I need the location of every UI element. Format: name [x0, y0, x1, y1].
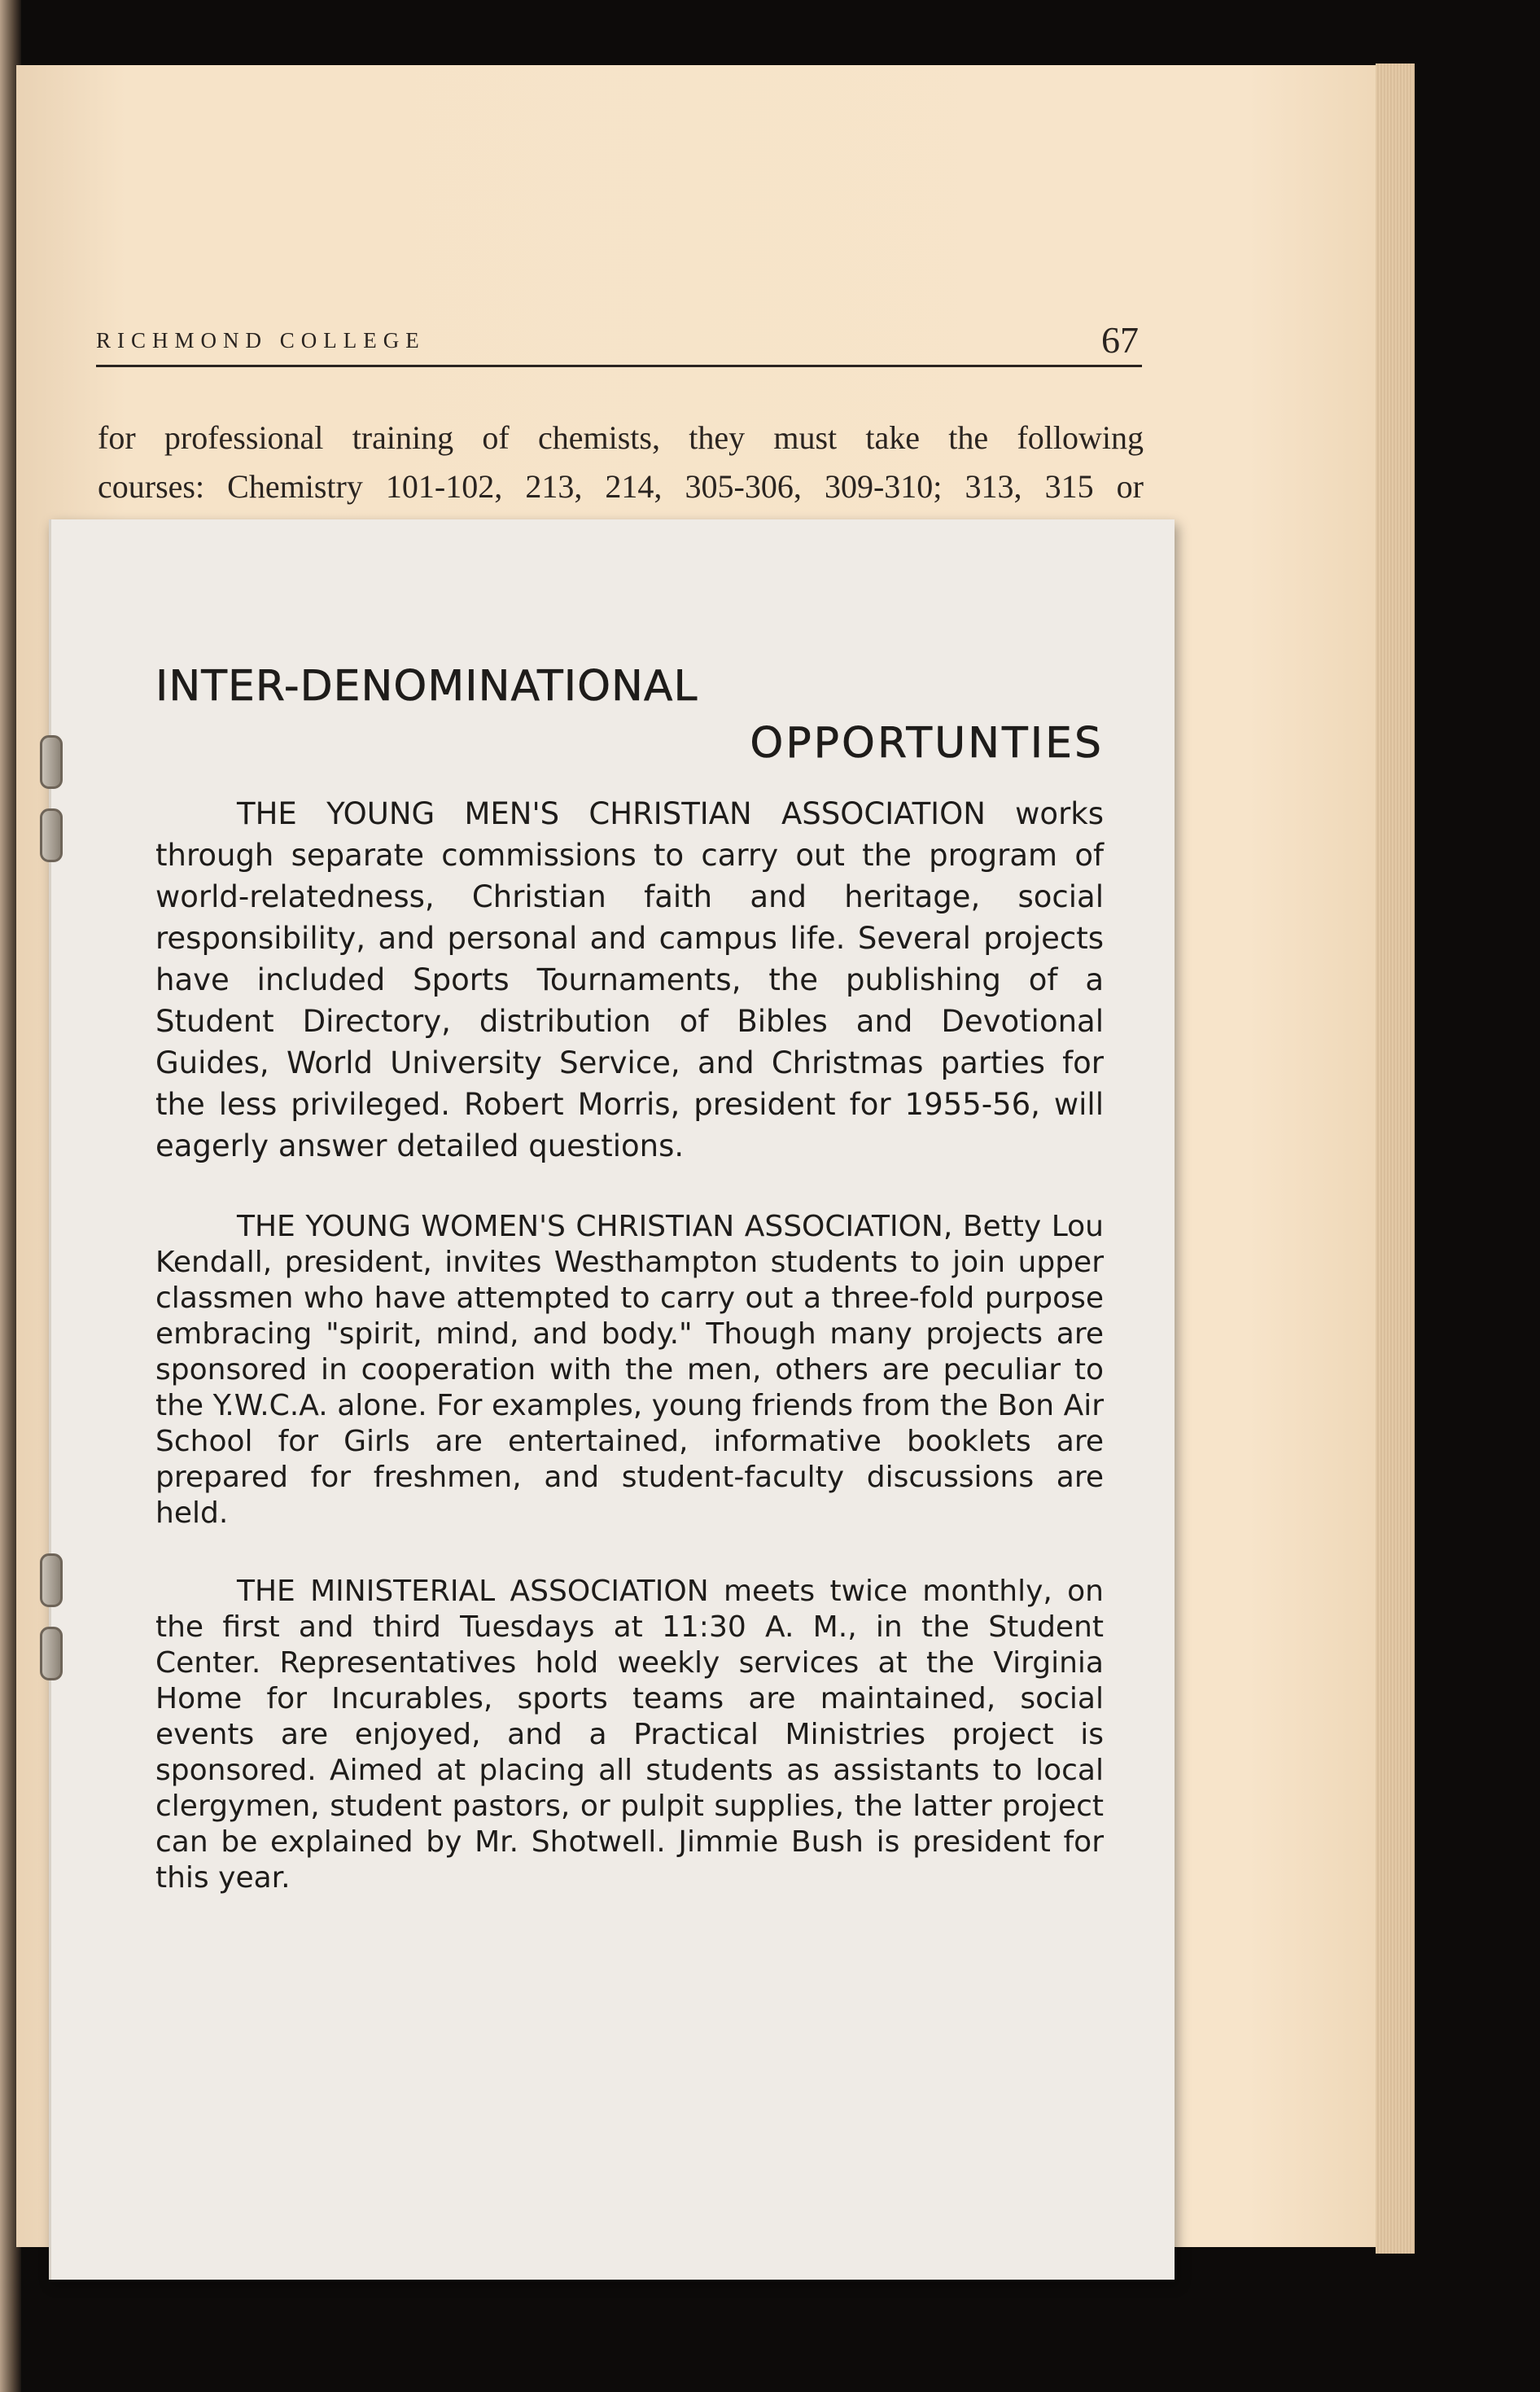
pamphlet-heading-line-1: INTER-DENOMINATIONAL: [155, 662, 698, 711]
staple-icon: [40, 1553, 63, 1607]
ymca-paragraph: THE YOUNG MEN'S CHRISTIAN ASSOCIATION works through separate commissions to carry out the program of world-relatedness, Christian faith and heritage, social responsibility, and personal and campus life. Several projects have included Sports Tournaments, the publishing of a Student Directory, distribution of Bibles and Devotional Guides, World University Service, and Christmas parties for the less privileged. Robert Morris, president for 1955-56, will eagerly answer detailed questions.: [155, 796, 1104, 1163]
staple-icon: [40, 735, 63, 789]
ministerial-paragraph: THE MINISTERIAL ASSOCIATION meets twice monthly, on the first and third Tuesdays at 11:30 A. M., in the Student Center. Representatives hold weekly services at the Virginia Home for Incurables, sports teams are maintained, social events are enjoyed, and a Practical Ministries project is sponsored. Aimed at placing all students as assistants to local clergymen, student pastors, or pulpit supplies, the latter project can be explained by Mr. Shotwell. Jimmie Bush is president for this year.: [155, 1575, 1104, 1895]
page-edge-stack: [1376, 64, 1415, 2254]
book-page: [16, 65, 1384, 2247]
running-title: RICHMOND COLLEGE: [96, 328, 426, 353]
ywca-paragraph: THE YOUNG WOMEN'S CHRISTIAN ASSOCIATION, Betty Lou Kendall, president, invites Westhampton students to join upper classmen who have attempted to carry out a three-fold purpose embracing "spirit, mind, and body." Though many projects are sponsored in cooperation with the men, others are peculiar to the Y.W.C.A. alone. For examples, young friends from the Bon Air School for Girls are entertained, informative booklets are prepared for freshmen, and student-faculty discussions are held.: [155, 1210, 1104, 1530]
inserted-pamphlet-page: [49, 519, 1175, 2280]
staple-icon: [40, 808, 63, 862]
running-head: [96, 316, 1142, 367]
staple-icon: [40, 1627, 63, 1680]
page-number: 67: [1101, 319, 1139, 361]
book-text-line: for professional training of chemists, they must take the following: [98, 419, 1144, 456]
book-text-line: courses: Chemistry 101-102, 213, 214, 305-306, 309-310; 313, 315 or: [98, 468, 1144, 505]
book-body-text: [98, 414, 1144, 511]
pamphlet-content: [155, 658, 1104, 1896]
pamphlet-heading-line-2: OPPORTUNTIES: [750, 719, 1104, 768]
